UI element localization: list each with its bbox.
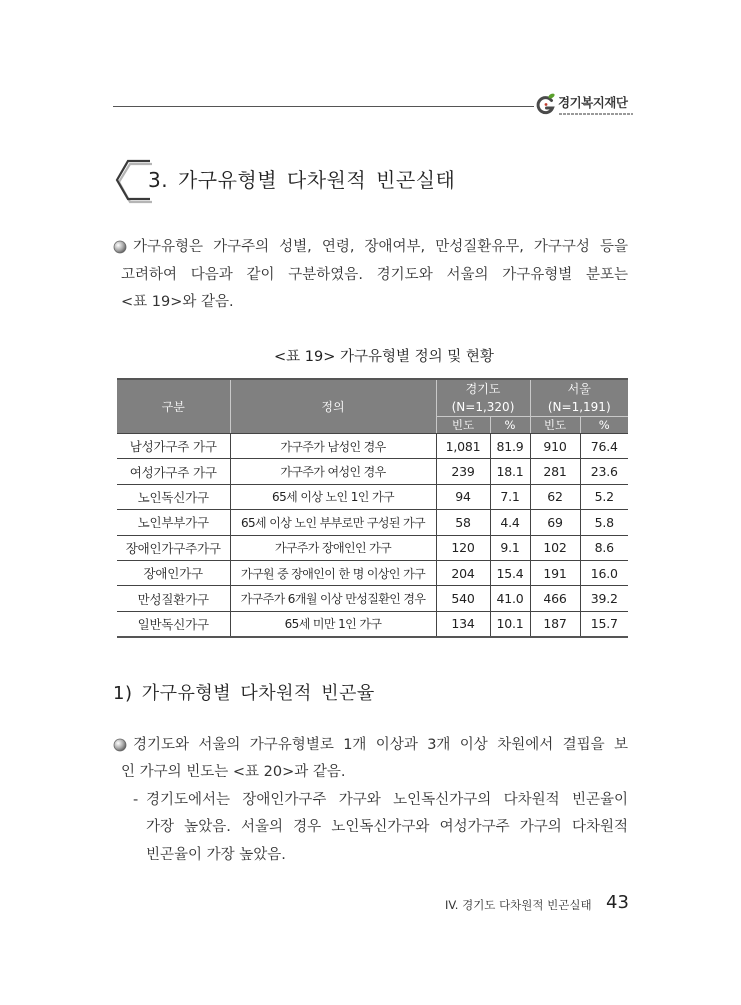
bullet-paragraph-line: 경기도와 서울의 가구유형별로 1개 이상과 3개 이상 차원에서 결핍을 보 bbox=[133, 737, 628, 753]
gyeonggi-frequency: 58 bbox=[436, 510, 490, 535]
gyeonggi-percent: 41.0 bbox=[490, 586, 530, 611]
header-rule bbox=[113, 106, 534, 107]
row-category: 장애인가구 bbox=[117, 560, 230, 585]
table-row bbox=[117, 510, 628, 535]
row-category: 남성가구주 가구 bbox=[117, 434, 230, 459]
row-category: 여성가구주 가구 bbox=[117, 459, 230, 484]
seoul-percent: 16.0 bbox=[580, 560, 628, 585]
gyeonggi-percent: 10.1 bbox=[490, 611, 530, 637]
page-number: 43 bbox=[606, 892, 629, 913]
row-category: 만성질환가구 bbox=[117, 586, 230, 611]
footer-chapter-title: IV. 경기도 다차원적 빈곤실태 bbox=[445, 898, 592, 912]
section-title: 가구유형별 다차원적 빈곤실태 bbox=[177, 168, 456, 192]
col-header-seoul-frequency: 빈도 bbox=[530, 417, 580, 434]
gyeonggi-frequency: 94 bbox=[436, 484, 490, 509]
gyeonggi-percent: 7.1 bbox=[490, 484, 530, 509]
gyeonggi-frequency: 540 bbox=[436, 586, 490, 611]
intro-paragraph-line: 고려하여 다음과 같이 구분하였음. 경기도와 서울의 가구유형별 분포는 bbox=[121, 267, 628, 283]
seoul-frequency: 102 bbox=[530, 535, 580, 560]
row-definition: 가구주가 여성인 경우 bbox=[230, 459, 436, 484]
row-category: 일반독신가구 bbox=[117, 611, 230, 637]
table-row bbox=[117, 586, 628, 611]
col-header-category: 구분 bbox=[117, 379, 230, 434]
col-header-gyeonggi bbox=[436, 379, 530, 417]
table-caption: <표 19> 가구유형별 정의 및 현황 bbox=[274, 349, 494, 365]
col-header-gyeonggi-frequency: 빈도 bbox=[436, 417, 490, 434]
gyeonggi-sample-size: (N=1,320) bbox=[451, 400, 515, 414]
dash-item-line: 경기도에서는 장애인가구주 가구와 노인독신가구의 다차원적 빈곤율이 bbox=[146, 792, 628, 808]
gyeonggi-frequency: 239 bbox=[436, 459, 490, 484]
seoul-percent: 5.2 bbox=[580, 484, 628, 509]
foundation-logo-icon bbox=[535, 91, 557, 117]
seoul-percent: 39.2 bbox=[580, 586, 628, 611]
subsection-number: 1) bbox=[113, 683, 133, 704]
row-definition: 65세 이상 노인 부부로만 구성된 가구 bbox=[230, 510, 436, 535]
seoul-frequency: 910 bbox=[530, 434, 580, 459]
gyeonggi-label: 경기도 bbox=[465, 382, 501, 396]
seoul-percent: 76.4 bbox=[580, 434, 628, 459]
table-body bbox=[117, 434, 628, 638]
row-definition: 가구원 중 장애인이 한 명 이상인 가구 bbox=[230, 560, 436, 585]
logo-subtitle-mark bbox=[559, 113, 633, 115]
gyeonggi-frequency: 204 bbox=[436, 560, 490, 585]
table-row bbox=[117, 484, 628, 509]
subsection-heading bbox=[113, 682, 375, 706]
seoul-percent: 5.8 bbox=[580, 510, 628, 535]
table-row bbox=[117, 459, 628, 484]
row-definition: 가구주가 남성인 경우 bbox=[230, 434, 436, 459]
table-header-row bbox=[117, 379, 628, 417]
table-row bbox=[117, 434, 628, 459]
row-category: 장애인가구주가구 bbox=[117, 535, 230, 560]
intro-paragraph-line: 가구유형은 가구주의 성별, 연령, 장애여부, 만성질환유무, 가구구성 등을 bbox=[133, 239, 628, 255]
table-row bbox=[117, 611, 628, 637]
gyeonggi-percent: 81.9 bbox=[490, 434, 530, 459]
table-row bbox=[117, 560, 628, 585]
table-row bbox=[117, 535, 628, 560]
gyeonggi-percent: 9.1 bbox=[490, 535, 530, 560]
gyeonggi-percent: 4.4 bbox=[490, 510, 530, 535]
col-header-gyeonggi-percent: % bbox=[490, 417, 530, 434]
seoul-percent: 15.7 bbox=[580, 611, 628, 637]
seoul-frequency: 281 bbox=[530, 459, 580, 484]
col-header-definition: 정의 bbox=[230, 379, 436, 434]
household-type-table bbox=[117, 378, 628, 638]
section-number: 3. bbox=[148, 168, 169, 192]
col-header-seoul-percent: % bbox=[580, 417, 628, 434]
gyeonggi-percent: 15.4 bbox=[490, 560, 530, 585]
row-definition: 가구주가 6개월 이상 만성질환인 경우 bbox=[230, 586, 436, 611]
bullet-icon bbox=[113, 240, 127, 254]
gyeonggi-frequency: 120 bbox=[436, 535, 490, 560]
row-definition: 가구주가 장애인인 가구 bbox=[230, 535, 436, 560]
seoul-frequency: 191 bbox=[530, 560, 580, 585]
seoul-percent: 23.6 bbox=[580, 459, 628, 484]
bullet-icon bbox=[113, 738, 127, 752]
foundation-logo-text: 경기복지재단 bbox=[558, 95, 628, 110]
seoul-percent: 8.6 bbox=[580, 535, 628, 560]
subsection-title: 가구유형별 다차원적 빈곤율 bbox=[141, 683, 375, 704]
gyeonggi-frequency: 134 bbox=[436, 611, 490, 637]
dash-item-line: 가장 높았음. 서울의 경우 노인독신가구와 여성가구주 가구의 다차원적 bbox=[146, 819, 628, 835]
seoul-label: 서울 bbox=[567, 382, 591, 396]
seoul-sample-size: (N=1,191) bbox=[547, 400, 611, 414]
intro-paragraph-line: <표 19>와 같음. bbox=[121, 294, 234, 310]
row-category: 노인독신가구 bbox=[117, 484, 230, 509]
row-definition: 65세 미만 1인 가구 bbox=[230, 611, 436, 637]
seoul-frequency: 69 bbox=[530, 510, 580, 535]
dash-item-line: 빈곤율이 가장 높았음. bbox=[146, 847, 286, 863]
section-heading bbox=[148, 168, 455, 192]
gyeonggi-percent: 18.1 bbox=[490, 459, 530, 484]
seoul-frequency: 466 bbox=[530, 586, 580, 611]
seoul-frequency: 187 bbox=[530, 611, 580, 637]
seoul-frequency: 62 bbox=[530, 484, 580, 509]
bullet-paragraph-line: 인 가구의 빈도는 <표 20>과 같음. bbox=[121, 764, 346, 780]
row-category: 노인부부가구 bbox=[117, 510, 230, 535]
dash-marker: - bbox=[133, 792, 139, 808]
col-header-seoul bbox=[530, 379, 628, 417]
row-definition: 65세 이상 노인 1인 가구 bbox=[230, 484, 436, 509]
section-bracket-icon bbox=[113, 157, 153, 205]
gyeonggi-frequency: 1,081 bbox=[436, 434, 490, 459]
